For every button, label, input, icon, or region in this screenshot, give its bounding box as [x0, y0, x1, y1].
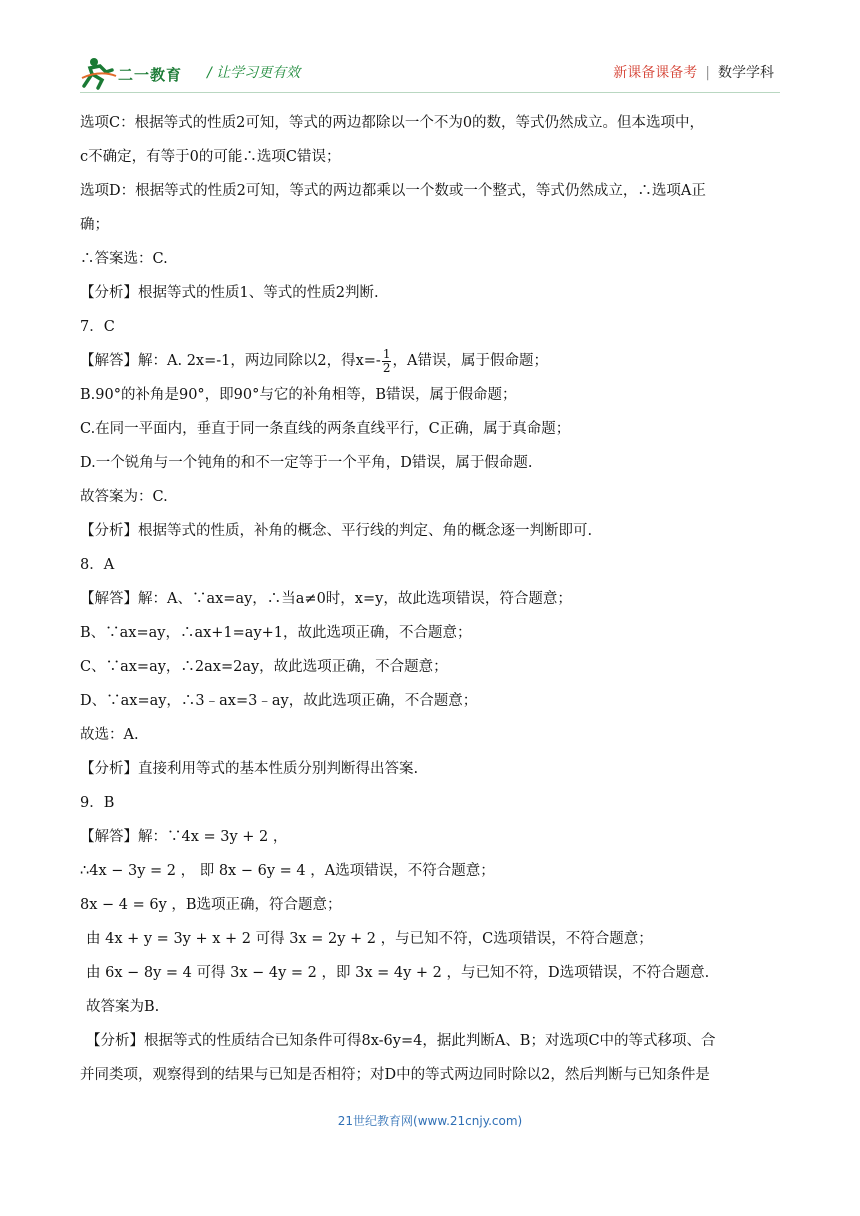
- text-line: 并同类项，观察得到的结果与已知是否相符；对D中的等式两边同时除以2，然后判断与已知条件是: [80, 1067, 710, 1083]
- header-separator: |: [705, 65, 710, 81]
- text-line: C、∵ax=ay，∴2ax=2ay，故此选项正确，不合题意；: [80, 659, 448, 675]
- text-line: D.一个锐角与一个钝角的和不一定等于一个平角，D错误，属于假命题.: [80, 455, 533, 471]
- question-number: 9．B: [80, 795, 115, 811]
- math-line: 8x − 4 = 6y ，B选项正确，符合题意；: [80, 897, 342, 913]
- page-footer: 21世纪教育网(www.21cnjy.com): [337, 1114, 523, 1128]
- text-line: D、∵ax=ay，∴3﹣ax=3﹣ay，故此选项正确，不合题意；: [80, 693, 478, 709]
- text-line: B.90°的补角是90°，即90°与它的补角相等，B错误，属于假命题；: [80, 387, 517, 403]
- question-number: 8．A: [80, 557, 115, 573]
- text-line: c不确定，有等于0的可能∴选项C错误；: [80, 149, 341, 165]
- header-divider: [80, 92, 780, 93]
- text-line: 故答案为：C.: [80, 489, 168, 505]
- math-line: 由 6x − 8y = 4 可得 3x − 4y = 2 ，即 3x = 4y + 2 ，与已知不符，D选项错误，不符合题意.: [86, 965, 710, 981]
- text-line: C.在同一平面内，垂直于同一条直线的两条直线平行，C正确，属于真命题；: [80, 421, 571, 437]
- text-line: 选项C：根据等式的性质2可知，等式的两边都除以一个不为0的数，等式仍然成立。但本选项中，: [80, 115, 705, 131]
- page-header: [0, 0, 860, 100]
- logo-text: 二一教育: [118, 66, 183, 84]
- fraction-numerator: 1: [382, 346, 391, 361]
- slogan: / 让学习更有效: [207, 65, 301, 81]
- text-line: 选项D：根据等式的性质2可知，等式的两边都乘以一个数或一个整式，等式仍然成立，∴选项A正: [80, 183, 706, 199]
- text-line: 故选：A.: [80, 727, 139, 743]
- header-right: [613, 62, 774, 82]
- q7-suffix: ，A错误，属于假命题；: [392, 353, 548, 369]
- text-line: 【分析】直接利用等式的基本性质分别判断得出答案.: [80, 761, 419, 777]
- text-line: 【解答】解：A、∵ax=ay，∴当a≠0时，x=y，故此选项错误，符合题意；: [80, 591, 572, 607]
- fraction: [382, 348, 392, 375]
- math-line: ∴4x − 3y = 2 ， 即 8x − 6y = 4 ，A选项错误，不符合题意；: [80, 863, 495, 879]
- text-line: B、∵ax=ay，∴ax+1=ay+1，故此选项正确，不合题意；: [80, 625, 472, 641]
- text-line: 【分析】根据等式的性质结合已知条件可得8x-6y=4，据此判断A、B；对选项C中的等式移项、合: [86, 1033, 716, 1049]
- fraction-denominator: 2: [382, 360, 391, 375]
- subject-label: 数学学科: [718, 65, 774, 81]
- q7-prefix: 【解答】解：A. 2x=-1，两边同除以2，得x=-: [80, 353, 381, 369]
- text-line: ∴答案选：C.: [80, 251, 168, 267]
- text-line: 故答案为B.: [86, 999, 160, 1015]
- math-line: 【解答】解：∵4x = 3y + 2 ，: [80, 829, 288, 845]
- text-line: 确；: [80, 217, 109, 233]
- text-line: 【分析】根据等式的性质，补角的概念、平行线的判定、角的概念逐一判断即可.: [80, 523, 593, 539]
- text-line: 【分析】根据等式的性质1、等式的性质2判断.: [80, 285, 379, 301]
- q7-answer-line: [80, 344, 780, 378]
- math-line: 由 4x + y = 3y + x + 2 可得 3x = 2y + 2 ，与已知不符，C选项错误，不符合题意；: [86, 931, 653, 947]
- course-label: 新课备课备考: [613, 65, 698, 81]
- document-body: [80, 106, 780, 1092]
- question-number: 7．C: [80, 319, 115, 335]
